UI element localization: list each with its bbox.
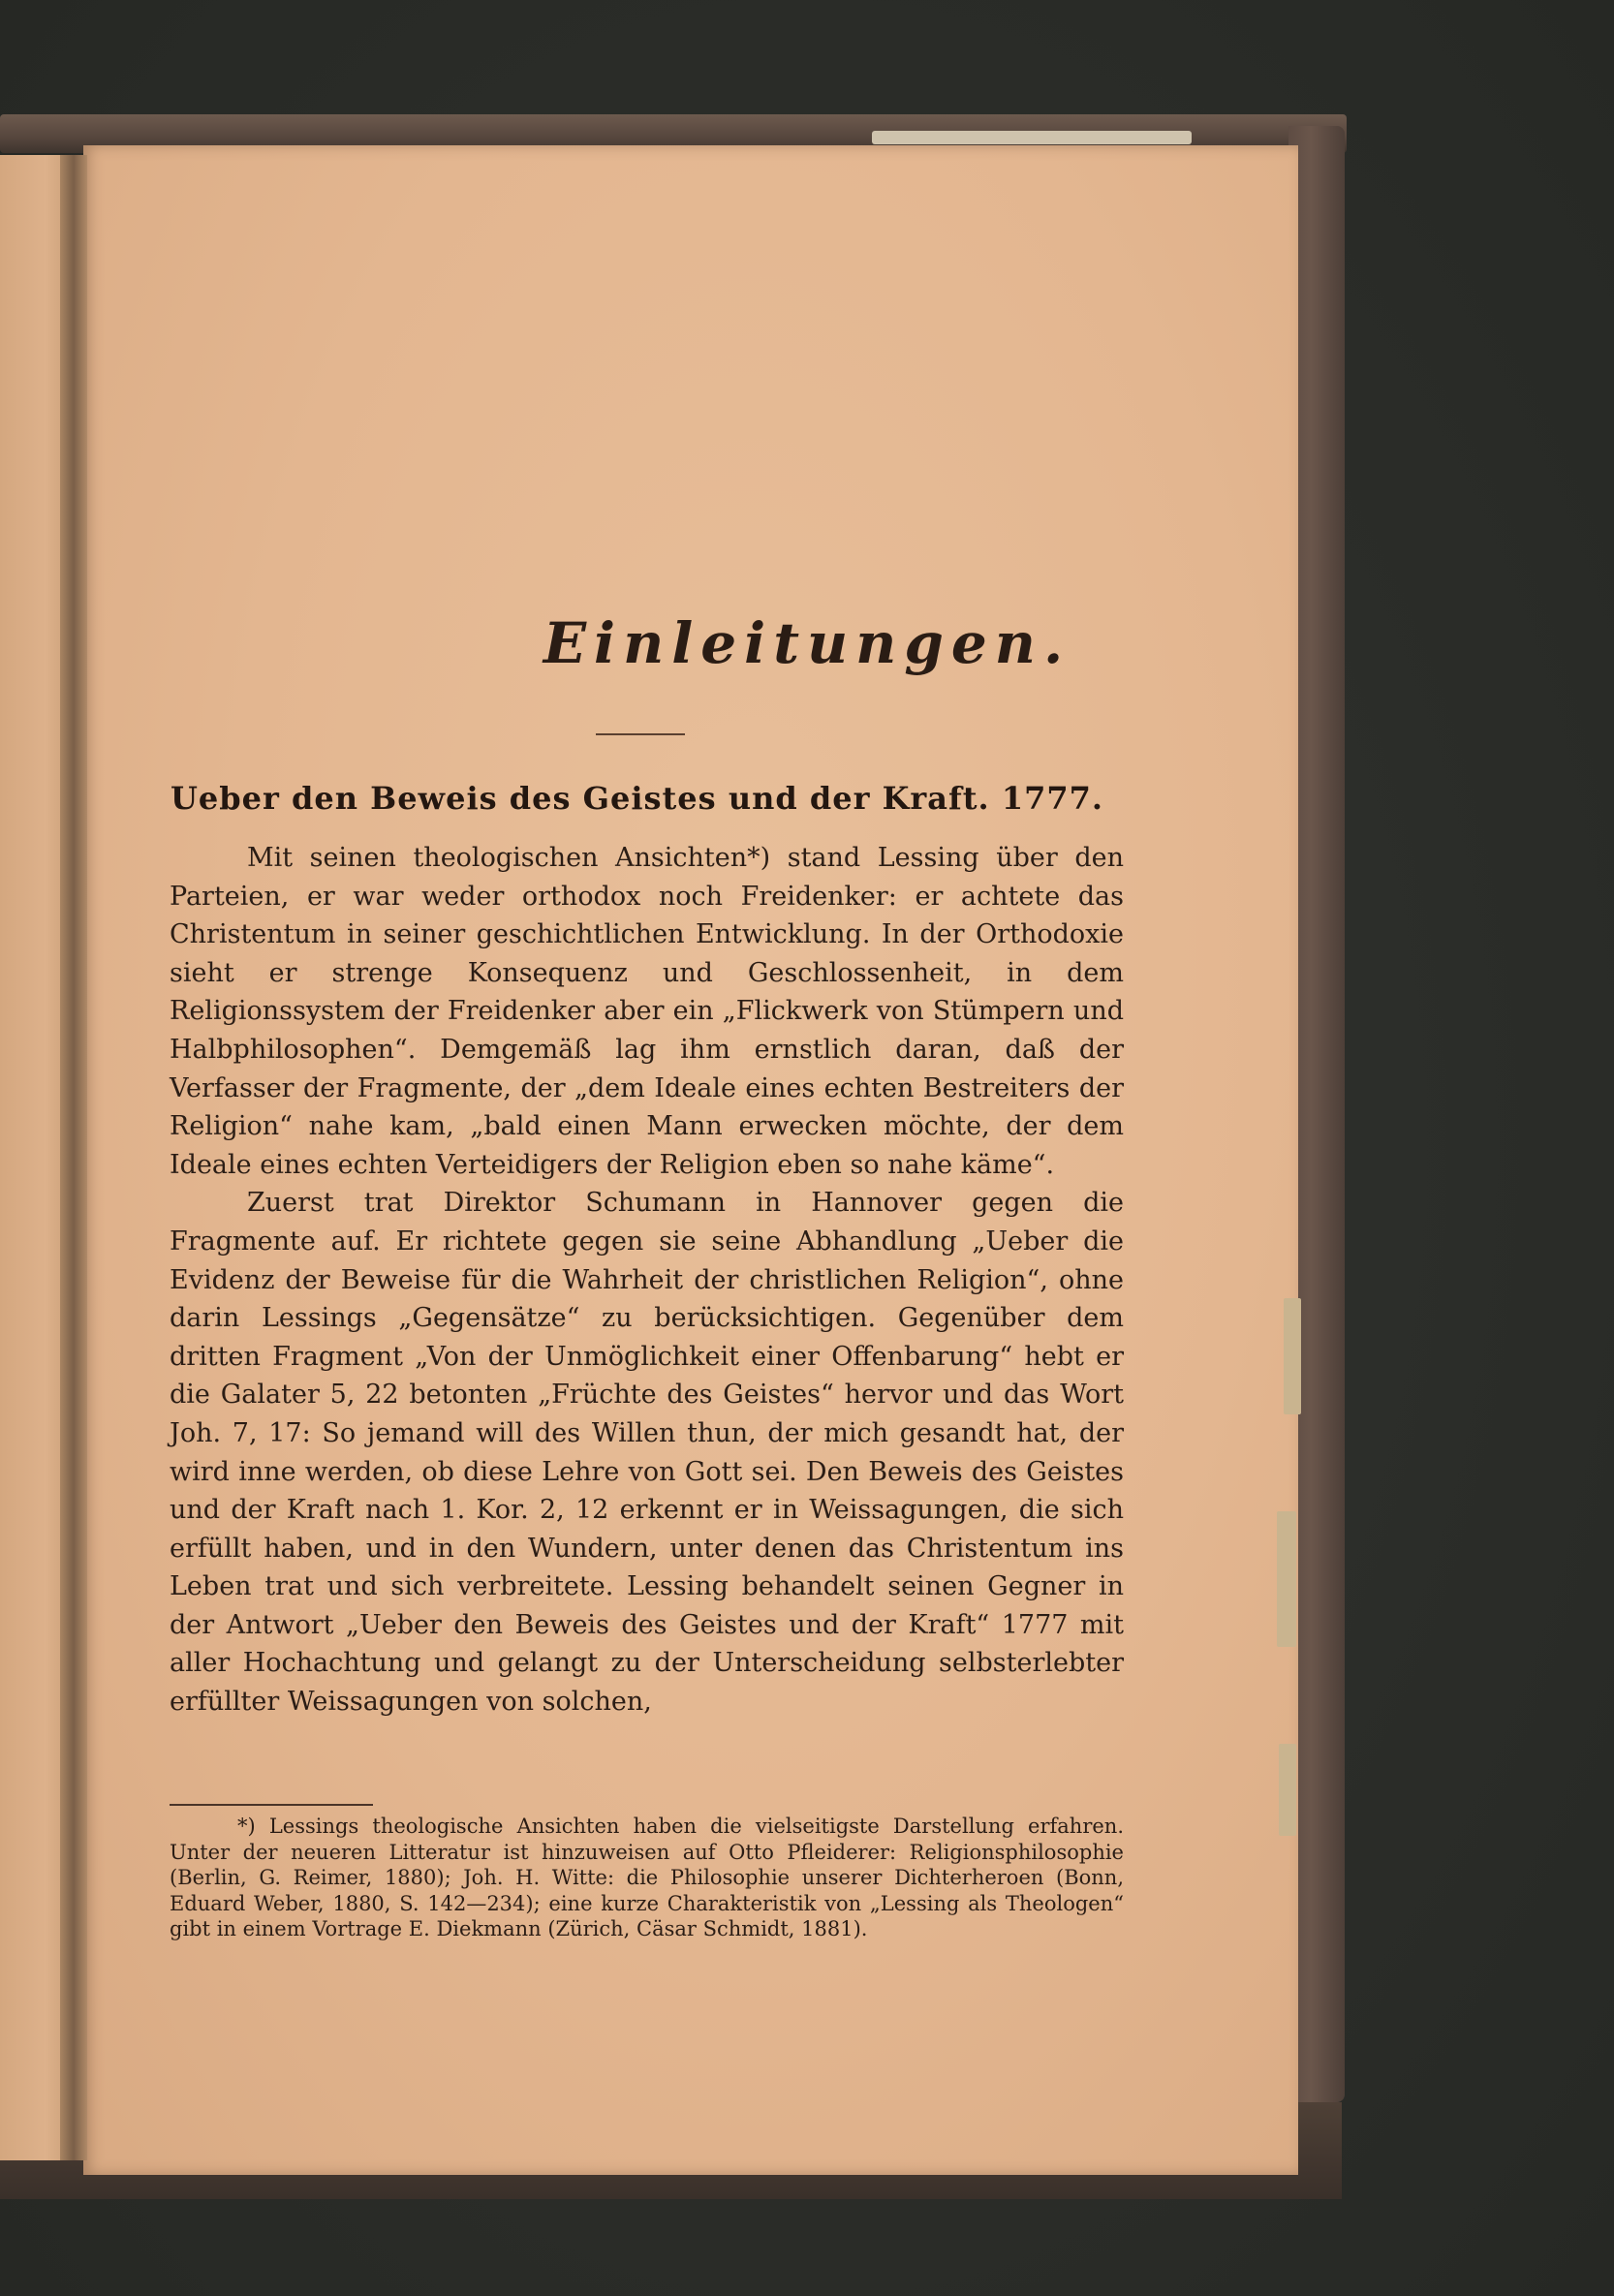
paper-wear-mark <box>1277 1511 1296 1647</box>
paper-wear-mark <box>1284 1298 1301 1414</box>
paper-wear-mark <box>1279 1744 1296 1836</box>
paragraph: Zuerst trat Direktor Schumann in Hannover gegen die Fragmente auf. Er richtete gegen sie seine Abhandlung „Ueber die Evidenz der Beweise für die Wahrheit der christlichen Religion“, ohne darin Lessings „Gegensätze“ zu berücksichtigen. Gegenüber dem dritten Fragment „Von der Unmöglichkeit einer Offenbarung“ hebt er die Galater 5, 22 betonten „Früchte des Geistes“ hervor und das Wort Joh. 7, 17: So jemand will des Willen thun, der mich gesandt hat, der wird inne werden, ob diese Lehre von Gott sei. Den Beweis des Geistes und der Kraft nach 1. Kor. 2, 12 erkennt er in Weissagungen, die sich erfüllt haben, und in den Wundern, unter denen das Christentum ins Leben trat und sich verbreitete. Lessing behandelt seinen Gegner in der Antwort „Ueber den Beweis des Geistes und der Kraft“ 1777 mit aller Hochachtung und gelangt zu der Unterscheidung selbsterlebter erfüllter Weissagungen von solchen, <box>170 1188 1124 1718</box>
footnote-text: *) Lessings theologische Ansichten haben die vielseitigste Darstellung erfahren. Unter der neueren Litteratur ist hinzuweisen auf Otto Pfleiderer: Religionsphilosophie (Berlin, G. Reimer, 1880); Joh. H. Witte: die Philosophie unserer Dichterheroen (Bonn, Eduard Weber, 1880, S. 142—234); eine kurze Charakteristik von „Lessing als Theologen“ gibt in einem Vortrage E. Diekmann (Zürich, Cäsar Schmidt, 1881). <box>170 1815 1124 1940</box>
page-title: Einleitungen. <box>543 610 1071 676</box>
paragraph: Mit seinen theologischen Ansichten*) stand Lessing über den Parteien, er war weder orthodox noch Freidenker: er achtete das Christentum in seiner geschichtlichen Entwicklung. In der Orthodoxie sieht er strenge Konsequenz und Geschlossenheit, in dem Religionssystem der Freidenker aber ein „Flickwerk von Stümpern und Halbphilosophen“. Demgemäß lag ihm ernstlich daran, daß der Verfasser der Fragmente, der „dem Ideale eines echten Bestreiters der Religion“ nahe kam, „bald einen Mann erwecken möchte, der dem Ideale eines echten Verteidigers der Religion eben so nahe käme“. <box>170 843 1124 1180</box>
worn-top-edge <box>872 131 1192 144</box>
title-divider <box>596 733 685 735</box>
footnote <box>170 1814 1124 1942</box>
body-text <box>170 839 1124 1722</box>
book-gutter <box>60 155 87 2160</box>
footnote-divider <box>170 1804 373 1806</box>
section-heading: Ueber den Beweis des Geistes und der Kraft. 1777. <box>171 780 1104 817</box>
